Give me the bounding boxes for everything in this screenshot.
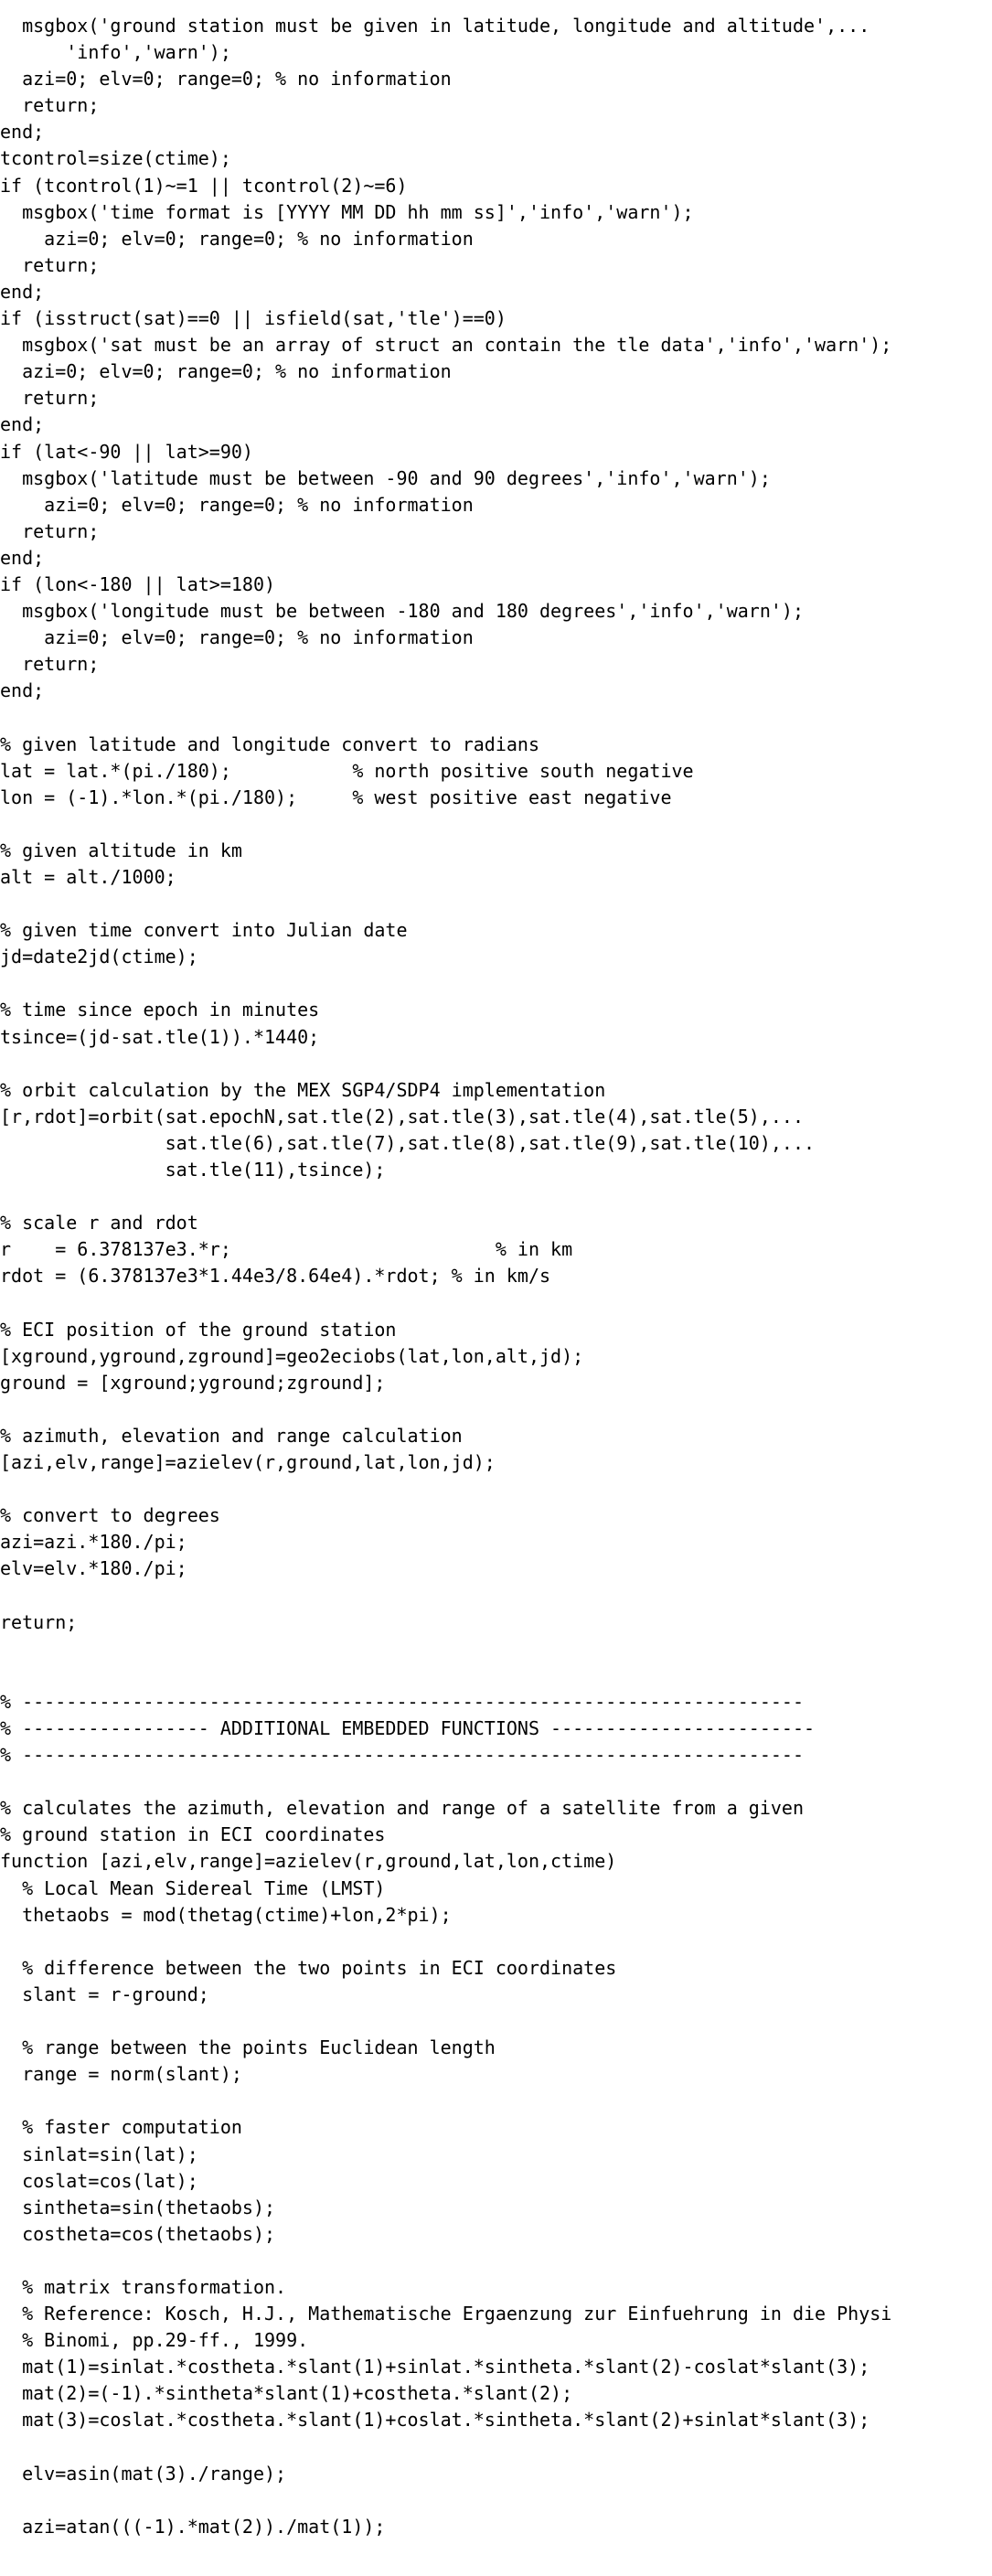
code-line (0, 1636, 992, 1662)
code-line: % difference between the two points in ECI coordinates (0, 1956, 617, 1979)
code-line (0, 1476, 992, 1502)
code-line: mat(2)=(-1).*sintheta*slant(1)+costheta.*slant(2); (0, 2382, 573, 2405)
code-line: range = norm(slant); (0, 2063, 242, 2086)
code-line: sinlat=sin(lat); (0, 2143, 198, 2165)
code-line (0, 1662, 992, 1689)
code-line (0, 2487, 992, 2514)
code-line: [azi,elv,range]=azielev(r,ground,lat,lon,jd); (0, 1451, 496, 1474)
code-listing (0, 13, 992, 2540)
code-line: sintheta=sin(thetaobs); (0, 2196, 276, 2218)
code-line: % faster computation (0, 2116, 242, 2139)
code-line: [r,rdot]=orbit(sat.epochN,sat.tle(2),sat.tle(3),sat.tle(4),sat.tle(5),... (0, 1105, 804, 1128)
code-line: azi=0; elv=0; range=0; % no information (0, 493, 474, 516)
code-line: if (isstruct(sat)==0 || isfield(sat,'tle')==0) (0, 307, 507, 330)
code-line: elv=elv.*180./pi; (0, 1557, 187, 1580)
code-line: azi=0; elv=0; range=0; % no information (0, 227, 474, 250)
code-line: end; (0, 679, 45, 702)
code-line: % matrix transformation. (0, 2275, 287, 2298)
code-line: % given time convert into Julian date (0, 919, 408, 942)
code-line: alt = alt./1000; (0, 866, 176, 888)
code-line: % azimuth, elevation and range calculation (0, 1424, 463, 1447)
code-line: msgbox('sat must be an array of struct an contain the tle data','info','warn'); (0, 334, 892, 357)
code-line: sat.tle(11),tsince); (0, 1159, 386, 1181)
code-line: elv=asin(mat(3)./range); (0, 2462, 287, 2485)
code-line (0, 1769, 992, 1795)
code-line (0, 704, 992, 731)
code-line: costheta=cos(thetaobs); (0, 2222, 276, 2245)
code-line: % Local Mean Sidereal Time (LMST) (0, 1876, 386, 1899)
code-line: if (tcontrol(1)~=1 || tcontrol(2)~=6) (0, 174, 408, 197)
code-line: mat(3)=coslat.*costheta.*slant(1)+coslat.*sintheta.*slant(2)+sinlat*slant(3); (0, 2409, 870, 2432)
code-line: end; (0, 546, 45, 569)
code-line: end; (0, 121, 45, 144)
code-line: % ECI position of the ground station (0, 1318, 397, 1341)
code-line (0, 1929, 992, 1955)
code-line: end; (0, 413, 45, 436)
code-line: return; (0, 253, 100, 276)
code-line (0, 1396, 992, 1423)
code-line: % given altitude in km (0, 839, 242, 861)
code-line: if (lon<-180 || lat>=180) (0, 572, 276, 595)
code-line (0, 2008, 992, 2035)
code-line: thetaobs = mod(thetag(ctime)+lon,2*pi); (0, 1903, 452, 1926)
code-line: msgbox('ground station must be given in latitude, longitude and altitude',... (0, 15, 870, 37)
code-line: % ----------------------------------------------------------------------- (0, 1744, 804, 1767)
code-line: % ground station in ECI coordinates (0, 1823, 386, 1846)
code-line: mat(1)=sinlat.*costheta.*slant(1)+sinlat.*sintheta.*slant(2)-coslat*slant(3); (0, 2356, 870, 2378)
code-line: azi=0; elv=0; range=0; % no information (0, 626, 474, 649)
code-line: tsince=(jd-sat.tle(1)).*1440; (0, 1025, 320, 1048)
code-line (0, 970, 992, 997)
code-line: % orbit calculation by the MEX SGP4/SDP4 implementation (0, 1078, 606, 1101)
code-line: return; (0, 1610, 78, 1633)
code-line (0, 1051, 992, 1077)
code-line: azi=0; elv=0; range=0; % no information (0, 68, 452, 91)
code-line: return; (0, 94, 100, 117)
code-line: r = 6.378137e3.*r; % in km (0, 1238, 573, 1261)
code-line: % calculates the azimuth, elevation and range of a satellite from a given (0, 1797, 804, 1820)
code-line: [xground,yground,zground]=geo2eciobs(lat,lon,alt,jd); (0, 1344, 584, 1367)
code-line: azi=atan(((-1).*mat(2))./mat(1)); (0, 2515, 386, 2538)
code-line: msgbox('time format is [YYYY MM DD hh mm ss]','info','warn'); (0, 200, 694, 223)
code-line: return; (0, 519, 100, 542)
code-line: sat.tle(6),sat.tle(7),sat.tle(8),sat.tle(9),sat.tle(10),... (0, 1131, 816, 1154)
code-line: % Reference: Kosch, H.J., Mathematische Ergaenzung zur Einfuehrung in die Physi (0, 2303, 892, 2325)
code-line: % ----------------- ADDITIONAL EMBEDDED FUNCTIONS ------------------------ (0, 1717, 816, 1739)
code-line (0, 891, 992, 917)
code-line (0, 1583, 992, 1609)
code-line (0, 811, 992, 838)
code-line: % ----------------------------------------------------------------------- (0, 1690, 804, 1713)
code-line: return; (0, 387, 100, 410)
code-line: azi=0; elv=0; range=0; % no information (0, 360, 452, 383)
code-line: function [azi,elv,range]=azielev(r,ground,lat,lon,ctime) (0, 1850, 617, 1873)
code-line (0, 1183, 992, 1210)
code-line: end; (0, 280, 45, 303)
code-line: lon = (-1).*lon.*(pi./180); % west positive east negative (0, 786, 672, 808)
code-line: % given latitude and longitude convert to radians (0, 732, 540, 755)
code-line: % time since epoch in minutes (0, 999, 320, 1021)
code-line (0, 2248, 992, 2274)
code-line: lat = lat.*(pi./180); % north positive south negative (0, 759, 694, 782)
code-line: azi=azi.*180./pi; (0, 1531, 187, 1554)
code-line (0, 1290, 992, 1317)
code-line: msgbox('latitude must be between -90 and 90 degrees','info','warn'); (0, 466, 771, 489)
code-line: slant = r-ground; (0, 1983, 209, 2005)
code-line (0, 2088, 992, 2114)
code-line: 'info','warn'); (0, 41, 231, 64)
code-line: % range between the points Euclidean length (0, 2036, 496, 2059)
code-line: % Binomi, pp.29-ff., 1999. (0, 2329, 309, 2352)
code-line: % convert to degrees (0, 1504, 220, 1527)
code-line: ground = [xground;yground;zground]; (0, 1371, 386, 1394)
code-line: msgbox('longitude must be between -180 and 180 degrees','info','warn'); (0, 600, 804, 623)
code-line: tcontrol=size(ctime); (0, 147, 231, 170)
code-line: rdot = (6.378137e3*1.44e3/8.64e4).*rdot; % in km/s (0, 1265, 551, 1288)
code-line: jd=date2jd(ctime); (0, 946, 198, 968)
code-line: % scale r and rdot (0, 1212, 198, 1235)
code-line: return; (0, 653, 100, 676)
code-line: coslat=cos(lat); (0, 2169, 198, 2192)
code-line: if (lat<-90 || lat>=90) (0, 440, 253, 463)
code-line (0, 2434, 992, 2461)
